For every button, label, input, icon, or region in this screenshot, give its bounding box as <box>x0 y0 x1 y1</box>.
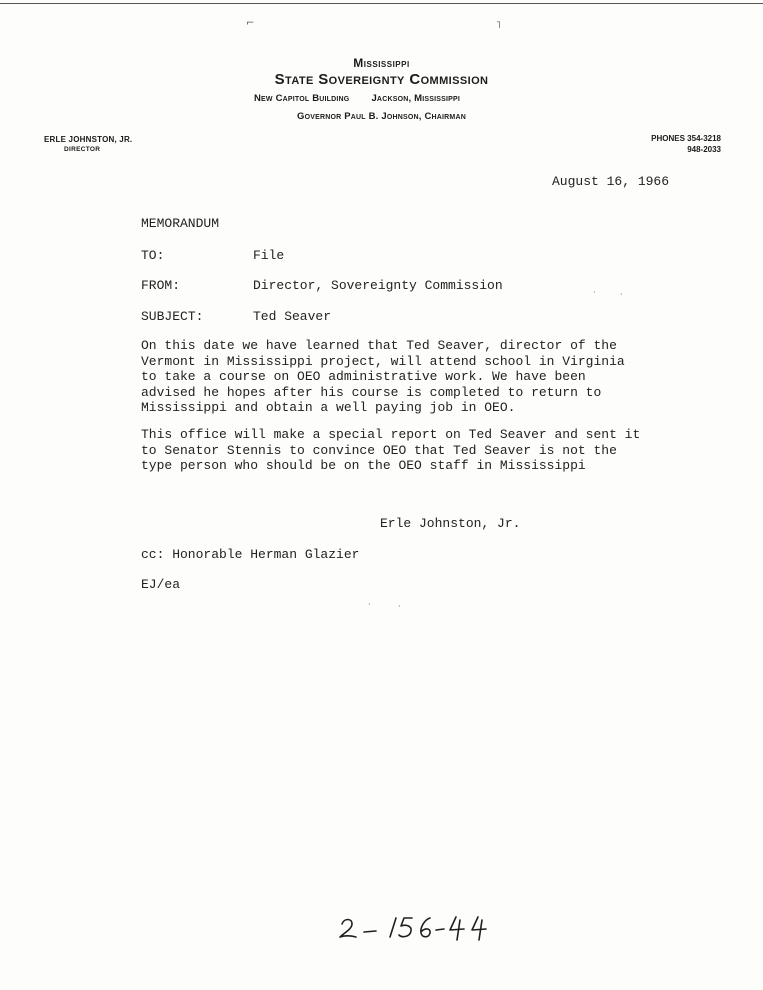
director-name: ERLE JOHNSTON, JR. <box>44 135 133 144</box>
letterhead-state: Mississippi <box>353 56 410 70</box>
subject-label: SUBJECT: <box>141 309 204 324</box>
top-edge-rule <box>0 3 763 4</box>
phones-line-1: PHONES 354-3218 <box>651 134 721 143</box>
scan-mark: ⌐ <box>246 18 255 29</box>
letterhead-city: Jackson, Mississippi <box>371 93 461 104</box>
memo-heading: MEMORANDUM <box>141 216 220 231</box>
paragraph-line: type person who should be on the OEO staff in Mississippi <box>141 458 586 473</box>
to-value: File <box>253 248 285 263</box>
from-label: FROM: <box>141 278 181 293</box>
from-value: Director, Sovereignty Commission <box>253 278 503 293</box>
paragraph-line: Mississippi and obtain a well paying job in OEO. <box>141 400 516 415</box>
director-title: DIRECTOR <box>64 146 101 153</box>
paragraph-line: On this date we have learned that Ted Seaver, director of the <box>141 338 617 353</box>
scan-mark: · <box>620 290 623 299</box>
typist-initials: EJ/ea <box>141 577 181 592</box>
letterhead-building: New Capitol Building <box>254 93 350 104</box>
scan-mark: · <box>593 288 596 297</box>
signature-line: Erle Johnston, Jr. <box>380 516 521 531</box>
letterhead-governor: Governor Paul B. Johnson, Chairman <box>297 111 466 122</box>
scan-mark: · <box>368 600 371 609</box>
paragraph-line: to take a course on OEO administrative work. We have been <box>141 369 586 384</box>
subject-value: Ted Seaver <box>253 309 332 324</box>
paragraph-line: advised he hopes after his course is completed to return to <box>141 384 602 400</box>
paragraph-line: Vermont in Mississippi project, will attend school in Virginia <box>141 353 625 369</box>
phones-line-2: 948-2033 <box>687 145 721 154</box>
paragraph-2 <box>141 427 640 474</box>
to-label: TO: <box>141 248 165 263</box>
cc-line: cc: Honorable Herman Glazier <box>141 547 360 562</box>
letterhead-address <box>254 93 460 104</box>
handwritten-archive-number <box>330 910 530 950</box>
paragraph-1 <box>141 338 625 416</box>
memo-date: August 16, 1966 <box>552 174 670 189</box>
scan-mark: · <box>398 602 401 611</box>
scan-mark: ˥ <box>496 20 501 31</box>
paragraph-line: to Senator Stennis to convince OEO that Ted Seaver is not the <box>141 442 617 458</box>
letterhead-commission: State Sovereignty Commission <box>274 71 489 88</box>
paragraph-line: This office will make a special report on Ted Seaver and sent it <box>141 427 641 442</box>
